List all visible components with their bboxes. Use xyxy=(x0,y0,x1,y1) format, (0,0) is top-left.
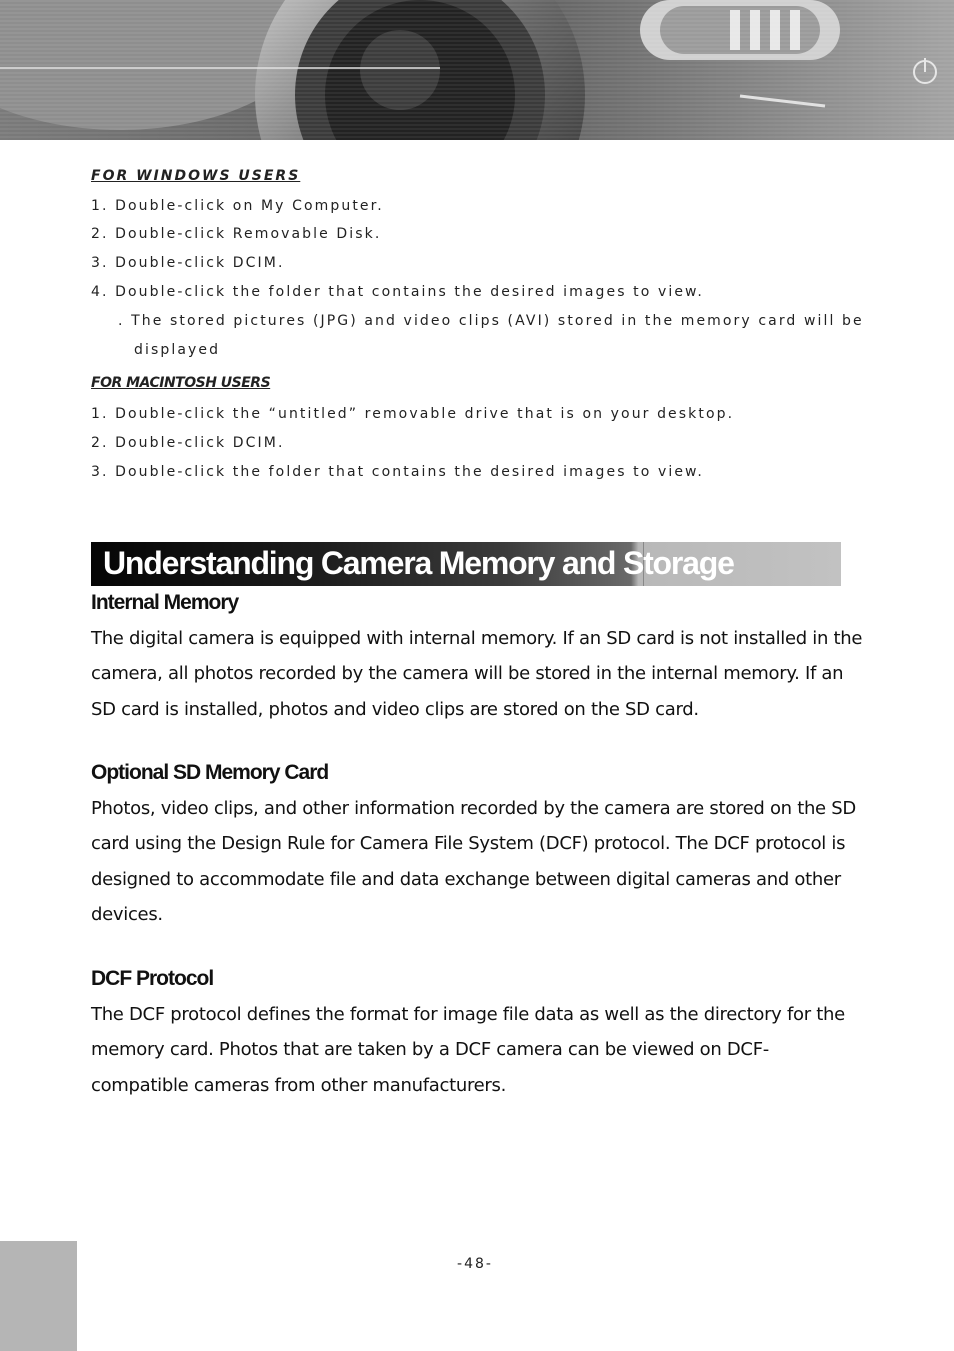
dcf-protocol-text: The DCF protocol defines the format for image file data as well as the directory for the memory card. Photos that are taken by a DCF camera can be viewed on DCF-compatible cameras from other manufacturers. xyxy=(91,1004,845,1096)
mac-step-2: 2. Double-click DCIM. xyxy=(91,435,285,451)
camera-photo-image xyxy=(0,0,954,140)
mac-step-1: 1. Double-click the “untitled” removable drive that is on your desktop. xyxy=(91,406,735,422)
internal-memory-text: The digital camera is equipped with internal memory. If an SD card is not installed in the camera, all photos recorded by the camera will be stored in the internal memory. If an SD card is installed, photos and video clips are stored on the SD card. xyxy=(91,628,863,720)
windows-note-line-2: displayed xyxy=(134,342,221,358)
sd-card-text: Photos, video clips, and other information recorded by the camera are stored on the SD card using the Design Rule for Camera File System (DCF) protocol. The DCF protocol is designed to accommodate file and data exchange between digital cameras and other devices. xyxy=(91,798,856,925)
dcf-protocol-heading: DCF Protocol xyxy=(91,967,214,990)
page-number: -48- xyxy=(457,1256,493,1272)
page-corner-block xyxy=(0,1241,77,1351)
windows-step-4: 4. Double-click the folder that contains the desired images to view. xyxy=(91,284,704,300)
section-title-bar xyxy=(91,542,841,586)
header-banner xyxy=(0,0,954,140)
internal-memory-heading: Internal Memory xyxy=(91,591,239,614)
windows-step-1: 1. Double-click on My Computer. xyxy=(91,198,384,214)
windows-note-line-1: . The stored pictures (JPG) and video clips (AVI) stored in the memory card will be xyxy=(118,313,864,329)
windows-step-3: 3. Double-click DCIM. xyxy=(91,255,285,271)
windows-users-heading: FOR WINDOWS USERS xyxy=(91,168,301,184)
macintosh-users-heading: FOR MACINTOSH USERS xyxy=(91,375,271,391)
mac-step-3: 3. Double-click the folder that contains the desired images to view. xyxy=(91,464,704,480)
windows-step-2: 2. Double-click Removable Disk. xyxy=(91,226,382,242)
sd-card-heading: Optional SD Memory Card xyxy=(91,761,329,784)
section-title: Understanding Camera Memory and Storage xyxy=(103,545,734,581)
